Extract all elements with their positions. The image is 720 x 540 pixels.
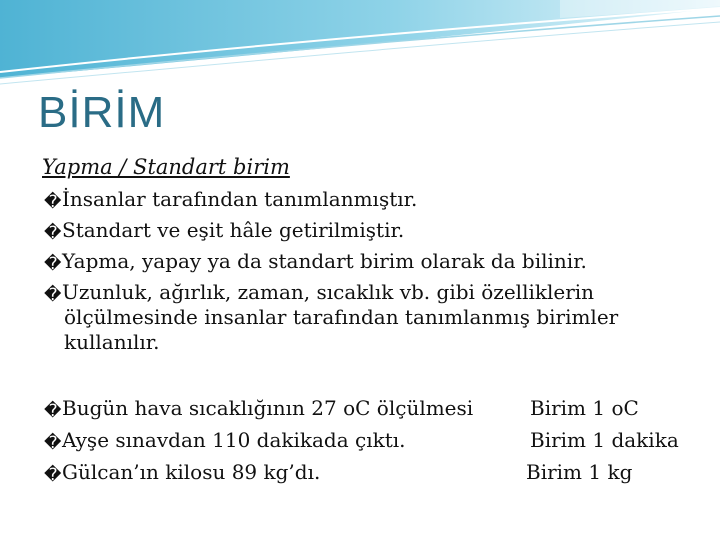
bullet-icon: � [44, 285, 62, 305]
slide-title: BİRİM [38, 88, 166, 137]
bullet-icon: � [44, 254, 62, 274]
bullet-icon: � [44, 465, 62, 485]
example-text: Gülcan’ın kilosu 89 kg’dı. [62, 460, 321, 484]
list-item-text: İnsanlar tarafından tanımlanmıştır. [62, 187, 418, 211]
example-text: Bugün hava sıcaklığının 27 oC ölçülmesi [62, 396, 474, 420]
list-item [44, 280, 684, 355]
example-row [44, 460, 694, 492]
list-item [44, 218, 684, 243]
bullet-icon: � [44, 401, 62, 421]
example-text: Ayşe sınavdan 110 dakikada çıktı. [62, 428, 406, 452]
list-item [44, 187, 684, 212]
list-item-text: Yapma, yapay ya da standart birim olarak da bilinir. [62, 249, 587, 273]
decorative-banner [0, 0, 720, 90]
example-unit: Birim 1 oC [530, 396, 639, 420]
bullet-icon: � [44, 433, 62, 453]
example-unit: Birim 1 dakika [530, 428, 679, 452]
bullet-icon: � [44, 192, 62, 212]
slide-subtitle: Yapma / Standart birim [42, 155, 290, 179]
example-row [44, 396, 694, 428]
bullet-icon: � [44, 223, 62, 243]
example-list [44, 396, 694, 492]
example-row [44, 428, 694, 460]
definition-list [44, 187, 684, 361]
example-unit: Birim 1 kg [526, 460, 633, 484]
list-item [44, 249, 684, 274]
list-item-text: Standart ve eşit hâle getirilmiştir. [62, 218, 405, 242]
list-item-text: Uzunluk, ağırlık, zaman, sıcaklık vb. gibi özelliklerin ölçülmesinde insanlar tarafından tanımlanmış birimler kullanılır. [62, 280, 619, 354]
